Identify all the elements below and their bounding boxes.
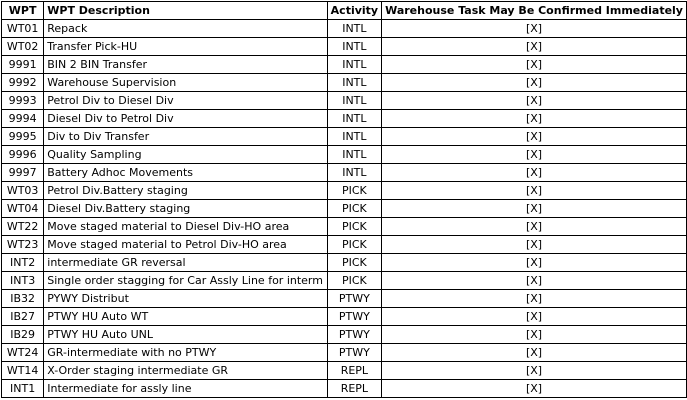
activity-cell: INTL (327, 38, 381, 56)
description-cell: Transfer Pick-HU (44, 38, 327, 56)
description-cell: Single order stagging for Car Assly Line for interm (44, 272, 327, 290)
wpt-cell: WT03 (2, 182, 44, 200)
wpt-table (1, 1, 687, 398)
table-row (2, 236, 687, 254)
wpt-cell: 9996 (2, 146, 44, 164)
table-row (2, 182, 687, 200)
description-cell: PTWY HU Auto UNL (44, 326, 327, 344)
table-row (2, 164, 687, 182)
confirm-cell: [X] (382, 290, 687, 308)
wpt-cell: WT14 (2, 362, 44, 380)
wpt-cell: INT3 (2, 272, 44, 290)
confirm-cell: [X] (382, 92, 687, 110)
description-cell: X-Order staging intermediate GR (44, 362, 327, 380)
header-wpt: WPT (2, 2, 44, 20)
confirm-cell: [X] (382, 110, 687, 128)
wpt-cell: 9992 (2, 74, 44, 92)
table-row (2, 146, 687, 164)
description-cell: intermediate GR reversal (44, 254, 327, 272)
description-cell: Battery Adhoc Movements (44, 164, 327, 182)
confirm-cell: [X] (382, 272, 687, 290)
activity-cell: REPL (327, 362, 381, 380)
activity-cell: PICK (327, 236, 381, 254)
wpt-cell: 9995 (2, 128, 44, 146)
table-row (2, 110, 687, 128)
table-row (2, 200, 687, 218)
table-row (2, 362, 687, 380)
table-row (2, 20, 687, 38)
activity-cell: PICK (327, 218, 381, 236)
wpt-cell: WT24 (2, 344, 44, 362)
description-cell: Intermediate for assly line (44, 380, 327, 398)
activity-cell: PTWY (327, 290, 381, 308)
activity-cell: PICK (327, 254, 381, 272)
activity-cell: REPL (327, 380, 381, 398)
table-row (2, 92, 687, 110)
confirm-cell: [X] (382, 380, 687, 398)
activity-cell: INTL (327, 146, 381, 164)
confirm-cell: [X] (382, 236, 687, 254)
confirm-cell: [X] (382, 56, 687, 74)
description-cell: Diesel Div.Battery staging (44, 200, 327, 218)
wpt-cell: WT04 (2, 200, 44, 218)
description-cell: Div to Div Transfer (44, 128, 327, 146)
table-row (2, 272, 687, 290)
table-row (2, 74, 687, 92)
confirm-cell: [X] (382, 128, 687, 146)
table-row (2, 326, 687, 344)
table-row (2, 128, 687, 146)
activity-cell: PTWY (327, 344, 381, 362)
header-confirm-immediately: Warehouse Task May Be Confirmed Immediately (382, 2, 687, 20)
confirm-cell: [X] (382, 344, 687, 362)
description-cell: Repack (44, 20, 327, 38)
description-cell: Warehouse Supervision (44, 74, 327, 92)
confirm-cell: [X] (382, 254, 687, 272)
confirm-cell: [X] (382, 74, 687, 92)
activity-cell: PICK (327, 272, 381, 290)
wpt-cell: 9991 (2, 56, 44, 74)
confirm-cell: [X] (382, 182, 687, 200)
description-cell: Move staged material to Petrol Div-HO area (44, 236, 327, 254)
description-cell: Quality Sampling (44, 146, 327, 164)
description-cell: PYWY Distribut (44, 290, 327, 308)
activity-cell: INTL (327, 20, 381, 38)
wpt-cell: INT1 (2, 380, 44, 398)
description-cell: BIN 2 BIN Transfer (44, 56, 327, 74)
header-wpt-description: WPT Description (44, 2, 327, 20)
wpt-cell: WT01 (2, 20, 44, 38)
activity-cell: INTL (327, 56, 381, 74)
table-row (2, 38, 687, 56)
confirm-cell: [X] (382, 362, 687, 380)
table-row (2, 344, 687, 362)
activity-cell: PICK (327, 182, 381, 200)
header-activity: Activity (327, 2, 381, 20)
activity-cell: INTL (327, 110, 381, 128)
activity-cell: INTL (327, 164, 381, 182)
wpt-cell: IB27 (2, 308, 44, 326)
confirm-cell: [X] (382, 38, 687, 56)
wpt-cell: WT23 (2, 236, 44, 254)
table-row (2, 380, 687, 398)
confirm-cell: [X] (382, 20, 687, 38)
description-cell: Diesel Div to Petrol Div (44, 110, 327, 128)
description-cell: Move staged material to Diesel Div-HO area (44, 218, 327, 236)
confirm-cell: [X] (382, 326, 687, 344)
description-cell: Petrol Div to Diesel Div (44, 92, 327, 110)
wpt-cell: 9997 (2, 164, 44, 182)
wpt-cell: IB32 (2, 290, 44, 308)
confirm-cell: [X] (382, 308, 687, 326)
confirm-cell: [X] (382, 200, 687, 218)
description-cell: Petrol Div.Battery staging (44, 182, 327, 200)
confirm-cell: [X] (382, 146, 687, 164)
table-row (2, 254, 687, 272)
table-row (2, 290, 687, 308)
activity-cell: PTWY (327, 326, 381, 344)
description-cell: GR-intermediate with no PTWY (44, 344, 327, 362)
wpt-cell: 9993 (2, 92, 44, 110)
description-cell: PTWY HU Auto WT (44, 308, 327, 326)
table-row (2, 308, 687, 326)
activity-cell: INTL (327, 74, 381, 92)
table-row (2, 56, 687, 74)
activity-cell: PICK (327, 200, 381, 218)
table-row (2, 218, 687, 236)
wpt-cell: WT22 (2, 218, 44, 236)
wpt-cell: INT2 (2, 254, 44, 272)
confirm-cell: [X] (382, 218, 687, 236)
activity-cell: PTWY (327, 308, 381, 326)
wpt-cell: IB29 (2, 326, 44, 344)
activity-cell: INTL (327, 128, 381, 146)
confirm-cell: [X] (382, 164, 687, 182)
wpt-cell: WT02 (2, 38, 44, 56)
table-header-row (2, 2, 687, 20)
wpt-cell: 9994 (2, 110, 44, 128)
activity-cell: INTL (327, 92, 381, 110)
